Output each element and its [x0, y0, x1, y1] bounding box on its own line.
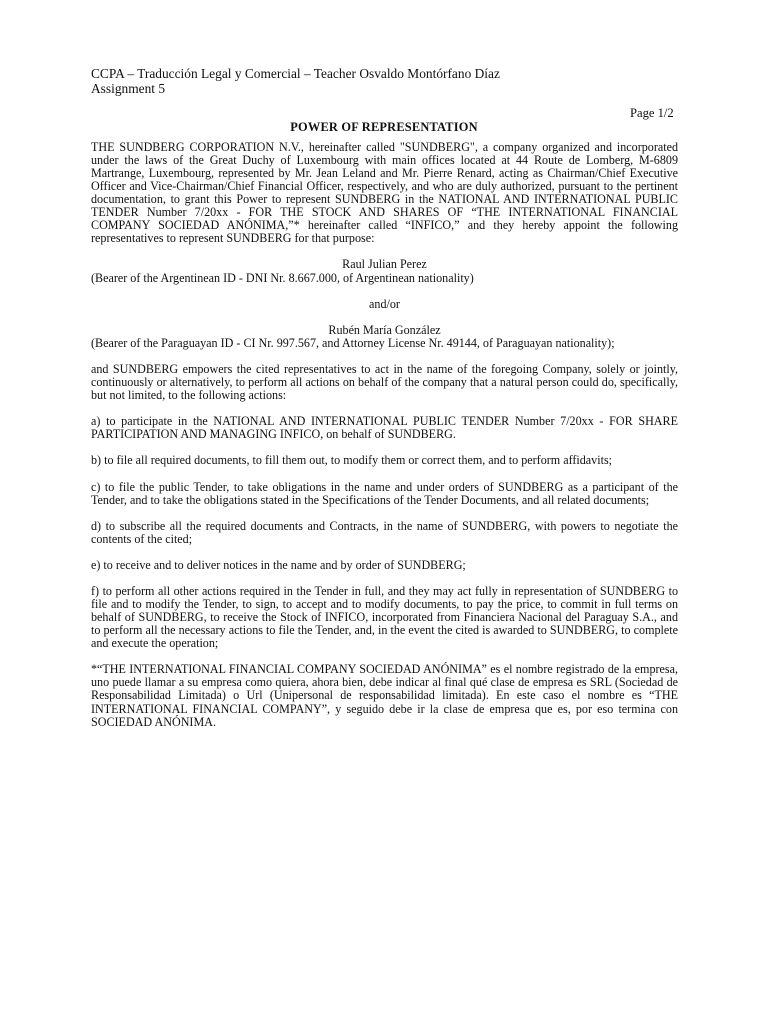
action-d: d) to subscribe all the required documents and Contracts, in the name of SUNDBERG, with powers to negotiate the contents of the cited;: [91, 518, 678, 546]
action-a: a) to participate in the NATIONAL AND INTERNATIONAL PUBLIC TENDER Number 7/20xx - FOR SHARE PARTICIPATION AND MANAGING INFICO, on behalf of SUNDBERG.: [91, 414, 678, 442]
empowers-paragraph: and SUNDBERG empowers the cited representatives to act in the name of the foregoing Company, solely or jointly, continuously or alternatively, to perform all actions on behalf of the company that a natural person could do, specifically, but not limited, to the following actions:: [91, 361, 678, 403]
representative-2-name: Rubén María González: [328, 322, 441, 337]
action-e: e) to receive and to deliver notices in the name and by order of SUNDBERG;: [91, 557, 466, 572]
document-title: POWER OF REPRESENTATION: [290, 120, 478, 134]
representative-1-name: Raul Julian Perez: [342, 257, 427, 272]
action-f: f) to perform all other actions required in the Tender in full, and they may act fully in representation of SUNDBERG to file and to modify the Tender, to sign, to accept and to modify documents, to pay the price, to commit in full terms on behalf of SUNDBERG, to receive the Stock of INFICO, incorporated from Financiera Nacional del Paraguay S.A., and to perform all the necessary actions to file the Tender, and, in the event the cited is awarded to SUNDBERG, to complete and execute the operation;: [91, 584, 678, 651]
course-line: CCPA – Traducción Legal y Comercial – Teacher Osvaldo Montórfano Díaz: [91, 66, 500, 81]
intro-paragraph: THE SUNDBERG CORPORATION N.V., hereinafter called "SUNDBERG", a company organized and incorporated under the laws of the Great Duchy of Luxembourg with main offices located at 44 Route de Lomberg, M-6809 Martrange, Luxembourg, represented by Mr. Jean Leland and Mr. Pierre Renard, acting as Chairman/Chief Executive Officer and Vice-Chairman/Chief Financial Officer, respectively, and who are duly authorized, pursuant to the pertinent documentation, to grant this Power to represent SUNDBERG in the NATIONAL AND INTERNATIONAL PUBLIC TENDER Number 7/20xx - FOR THE STOCK AND SHARES OF “THE INTERNATIONAL FINANCIAL COMPANY SOCIEDAD ANÓNIMA,”* hereinafter called “INFICO,” and they hereby appoint the following representatives to represent SUNDBERG for that purpose:: [91, 140, 678, 246]
document-header: [91, 66, 500, 96]
action-c: c) to file the public Tender, to take obligations in the name and under orders of SUNDBERG as a participant of the Tender, and to take the obligations stated in the Specifications of the Tender Documents, and all related documents;: [91, 479, 678, 507]
representative-2-details: (Bearer of the Paraguayan ID - CI Nr. 997.567, and Attorney License Nr. 49144, of Paraguayan nationality);: [91, 335, 615, 350]
footnote: *“THE INTERNATIONAL FINANCIAL COMPANY SOCIEDAD ANÓNIMA” es el nombre registrado de la empresa, uno puede llamar a su empresa como quiera, ahora bien, debe indicar al final qué clase de empresa es SRL (Sociedad de Responsabilidad Limitada) o Url (Unipersonal de responsabilidad limitada). En este caso el nombre es “THE INTERNATIONAL FINANCIAL COMPANY”, y seguido debe ir la clase de empresa que es, por eso termina con SOCIEDAD ANÓNIMA.: [91, 662, 678, 729]
and-or-connector: and/or: [369, 296, 400, 311]
action-b: b) to file all required documents, to fill them out, to modify them or correct them, and to perform affidavits;: [91, 453, 613, 468]
document-body: [91, 141, 678, 742]
page-number: Page 1/2: [630, 106, 674, 120]
representative-1-details: (Bearer of the Argentinean ID - DNI Nr. 8.667.000, of Argentinean nationality): [91, 270, 474, 285]
assignment-line: Assignment 5: [91, 81, 166, 96]
